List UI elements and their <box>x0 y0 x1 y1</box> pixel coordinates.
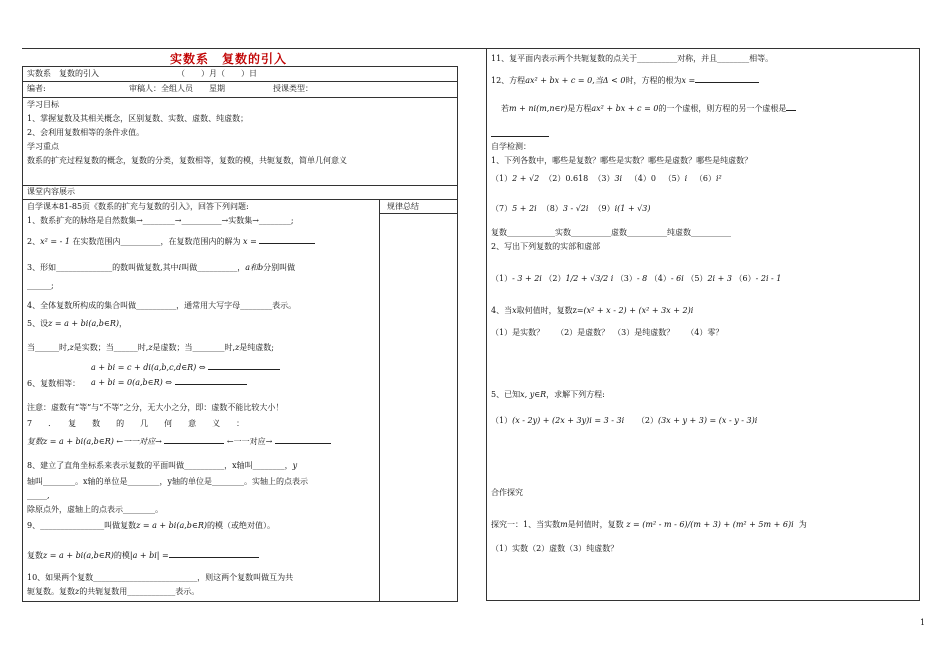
q8-text-b: x轴叫________， <box>232 461 293 470</box>
check-title: 自学检测： <box>491 142 531 151</box>
q8-y: y <box>292 461 298 470</box>
goals-title: 学习目标 <box>27 100 59 109</box>
question-12-b <box>501 102 796 114</box>
check-4 <box>491 306 693 316</box>
check-2: 2、写出下列复数的实部和虚部 <box>491 242 601 251</box>
e1-m: m <box>560 520 568 529</box>
key-title: 学习重点 <box>27 142 59 151</box>
question-9 <box>27 521 275 531</box>
q6-equation-2 <box>91 376 247 388</box>
q9-equation-3: |a + bi| = <box>129 551 169 560</box>
question-12-c <box>491 128 549 140</box>
c1-l9: （9） <box>593 204 615 213</box>
c2-l2: （2） <box>544 274 566 283</box>
left-table <box>22 66 458 602</box>
q2-text: 在实数范围内__________，在复数范围内的解为 <box>72 237 241 246</box>
side-title: 规律总结 <box>387 202 419 211</box>
q10-text-d: 的共轭复数用____________表示。 <box>79 587 200 596</box>
q6-blank-2 <box>175 376 247 385</box>
c1-l6: （6） <box>694 174 716 183</box>
c1-v1: 2 + √2 <box>512 174 540 183</box>
question-12 <box>491 74 759 86</box>
q12-x: x = <box>681 76 696 85</box>
e1-equation: z = (m² - m - 6)/(m + 3) + (m² + 5m + 6)i <box>626 520 794 529</box>
explore-1-b: （1）实数（2）虚数（3）纯虚数？ <box>491 544 619 553</box>
q5-case-b: 是实数；当______时, <box>73 343 149 352</box>
q12-equation: ax² + bx + c = 0,当Δ < 0 <box>525 76 626 85</box>
c1-l7: （7） <box>491 204 513 213</box>
question-2 <box>27 235 315 247</box>
q5-z-2: z <box>148 343 153 352</box>
c2-l6: （6） <box>734 274 756 283</box>
q3-ab: a和b <box>245 263 264 272</box>
c1-v3: 3i <box>614 174 623 183</box>
q9-text-c: 复数 <box>27 551 43 560</box>
q9-text-d: 的模 <box>113 551 130 560</box>
check-4-questions: （1）是实数？ （2）是虚数？ （3）是纯虚数？ （4）零？ <box>491 328 724 337</box>
c2-v3: - 8 <box>636 274 648 283</box>
c1-l1: （1） <box>491 174 513 183</box>
question-6: 6、复数相等： <box>27 379 81 388</box>
q6-eq2-text: a + bi = 0(a,b∈R) ⇔ <box>91 378 172 387</box>
c5-e2: (3x + y + 3) = (x - y - 3)i <box>657 416 758 425</box>
c4-text-a: 4、当 <box>491 306 513 315</box>
key-text: 数系的扩充过程复数的概念，复数的分类，复数相等，复数的模，共轭复数，简单几何意义 <box>27 156 347 165</box>
q8-text-d: 轴叫________。 <box>27 477 83 486</box>
q7-blank-2 <box>275 435 331 444</box>
c4-x: x <box>512 306 517 315</box>
self-study: 自学课本81-85页《数系的扩充与复数的引入》，回答下列问题: <box>27 202 249 211</box>
q7-equation: 复数z = a + bi(a,b∈R) ←一一对应→ <box>27 437 162 446</box>
q2-equation: x² = - 1 <box>40 237 70 246</box>
c1-l4: （4） <box>629 174 651 183</box>
c4-text-b: 取何值时，复数z= <box>516 306 584 315</box>
c2-v6: - 2i - 1 <box>755 274 782 283</box>
c1-l8: （8） <box>541 204 563 213</box>
goal-2: 2、会利用复数相等的条件求值。 <box>27 128 145 137</box>
coop-title: 合作探究 <box>491 488 523 497</box>
c1-v4: 0 <box>650 174 656 183</box>
q3-i: i <box>178 263 182 272</box>
q2-blank <box>259 235 315 244</box>
question-10-b <box>27 587 199 597</box>
question-4: 4、全体复数所构成的集合叫做__________，通常用大写字母________表示。 <box>27 301 297 310</box>
question-1: 1、数系扩充的脉络是自然数集→________→__________→实数集→________; <box>27 216 294 225</box>
question-8-d: 除原点外，虚轴上的点表示________。 <box>27 505 163 514</box>
header-reviewer: 审稿人：全组人员 <box>129 84 193 93</box>
check-1-items <box>491 174 722 184</box>
q12-text-b: 时，方程的根为 <box>625 76 682 85</box>
check-2-items <box>491 274 781 284</box>
q2-x: x = <box>243 237 257 246</box>
goal-1: 1、掌握复数及其相关概念，区别复数、实数、虚数、纯虚数； <box>27 114 249 123</box>
question-7-map <box>27 435 331 447</box>
q12-text-e: 是方程 <box>567 104 592 113</box>
q5-z-1: z <box>69 343 74 352</box>
question-5-cases <box>27 343 274 353</box>
question-7: 7 ． 复 数 的 几 何 意 义 ： <box>27 419 245 428</box>
c4-equation: (x² + x - 2) + (x² + 3x + 2)i <box>583 306 694 315</box>
c1-l5: （5） <box>663 174 685 183</box>
c5-equation: x, y∈R <box>520 390 547 399</box>
c1-v7: 5 + 2i <box>512 204 537 213</box>
q12-text-f: 的一个虚根，则方程的另一个虚根是 <box>658 104 787 113</box>
check-5-eqs <box>491 416 757 426</box>
e1-text-b: 是何值时，复数 <box>567 520 624 529</box>
c2-v1: - 3 + 2i <box>512 274 542 283</box>
q6-equation-1 <box>91 361 280 373</box>
q3-text-c: 分别叫做 <box>263 263 296 272</box>
q10-z: z <box>75 587 80 596</box>
q12-text-a: 12、方程 <box>491 76 526 85</box>
e1-text-a: 探究一：1、当实数 <box>491 520 561 529</box>
question-3-cont: ______; <box>27 281 54 290</box>
question-10: 10、如果两个复数__________________________，则这两个复数叫做互为共 <box>27 573 294 582</box>
c1-l2: （2） <box>544 174 566 183</box>
header-class-type: 授课类型： <box>273 84 313 93</box>
q7-blank-1 <box>164 435 224 444</box>
q10-text-b: 轭复数。复数 <box>27 587 75 596</box>
c5-text-a: 5、已知 <box>491 390 521 399</box>
q8-text-e: x轴的单位是________， <box>83 477 168 486</box>
q12-equation-3: ax² + bx + c = 0 <box>591 104 659 113</box>
c1-v5: i <box>684 174 688 183</box>
explore-1 <box>491 520 807 530</box>
c2-v4: - 6i <box>670 274 684 283</box>
q6-blank-1 <box>208 361 280 370</box>
q3-text: 3、形如______________的数叫做复数,其中 <box>27 263 179 272</box>
right-box <box>486 48 920 601</box>
c1-v8: 3 - √2i <box>562 204 589 213</box>
q9-blank <box>169 549 259 558</box>
question-9-modulus <box>27 549 259 561</box>
question-8 <box>27 461 297 471</box>
page-number: 1 <box>920 618 926 627</box>
q5-text: 5、设 <box>27 319 49 328</box>
header-date: （ ）月（ ）日 <box>177 69 257 78</box>
question-5 <box>27 319 127 329</box>
c5-text-b: ，求解下列方程: <box>546 390 605 399</box>
q6-eq1-text: a + bi = c + di(a,b,c,d∈R) ⇔ <box>91 363 206 372</box>
q5-case-d: 是纯虚数; <box>239 343 274 352</box>
c2-v5: 2i + 3 <box>707 274 732 283</box>
q9-equation: z = a + bi(a,b∈R) <box>136 521 207 530</box>
question-11: 11、复平面内表示两个共轭复数的点关于__________对称，并且________相等。 <box>491 54 774 63</box>
class-content-title: 课堂内容展示 <box>27 187 75 196</box>
q12-blank <box>695 74 759 83</box>
question-3 <box>27 263 295 273</box>
c1-v2: 0.618 <box>565 174 589 183</box>
q12-text-d: 若 <box>501 104 509 113</box>
check-1: 1、下列各数中，哪些是复数？哪些是实数？哪些是虚数？哪些是纯虚数？ <box>491 156 753 165</box>
q9-text-a: 9、________________叫做复数 <box>27 521 137 530</box>
c1-v6: i² <box>715 174 722 183</box>
q5-case-a: 当______时, <box>27 343 70 352</box>
check-5 <box>491 390 605 400</box>
q12-blank-3 <box>491 128 549 137</box>
q7-arrow: ←一一对应→ <box>226 437 273 446</box>
q5-z-3: z <box>235 343 240 352</box>
c2-l3: （3） <box>615 274 637 283</box>
q2-label: 2、 <box>27 237 41 246</box>
c2-v2: 1/2 + √3/2 i <box>565 274 614 283</box>
c5-e2-label: （2） <box>636 416 658 425</box>
c1-v9: i(1 + √3) <box>614 204 651 213</box>
q12-blank-2 <box>786 102 796 111</box>
c5-e1: (x - 2y) + (2x + 3y)i = 3 - 3i <box>512 416 625 425</box>
q8-text-a: 8、建立了直角坐标系来表示复数的平面叫做__________， <box>27 461 233 470</box>
c5-e1-label: （1） <box>491 416 513 425</box>
header-editor: 编者: <box>27 84 46 93</box>
check-1-items-b <box>491 204 651 214</box>
q5-comma: ， <box>118 319 127 328</box>
q5-case-c: 是虚数；当________时, <box>152 343 236 352</box>
header-course: 实数系 复数的引入 <box>27 69 99 78</box>
note: 注意：虚数有“等”与“不等”之分，无大小之分，即：虚数不能比较大小！ <box>27 403 284 412</box>
check-1-fill: 复数____________实数__________虚数__________纯虚数__________ <box>491 228 731 237</box>
q9-equation-2: z = a + bi(a,b∈R) <box>43 551 114 560</box>
c2-l4: （4） <box>649 274 671 283</box>
page-title: 实数系 复数的引入 <box>170 52 288 66</box>
c2-l5: （5） <box>686 274 708 283</box>
header-week: 星期 <box>209 84 225 93</box>
q5-equation: z = a + bi(a,b∈R) <box>48 319 119 328</box>
q9-text-b: 的模（或绝对值）。 <box>206 521 275 530</box>
q8-text-f: y轴的单位是________。实轴上的点表示 <box>167 477 309 486</box>
c2-l1: （1） <box>491 274 513 283</box>
q12-equation-2: m + ni(m,n∈r) <box>509 104 568 113</box>
question-8-b <box>27 477 308 487</box>
e1-text-c: 为 <box>798 520 807 529</box>
c1-l3: （3） <box>593 174 615 183</box>
question-8-c: _____, <box>27 491 50 500</box>
q3-text-b: 叫做__________， <box>181 263 246 272</box>
